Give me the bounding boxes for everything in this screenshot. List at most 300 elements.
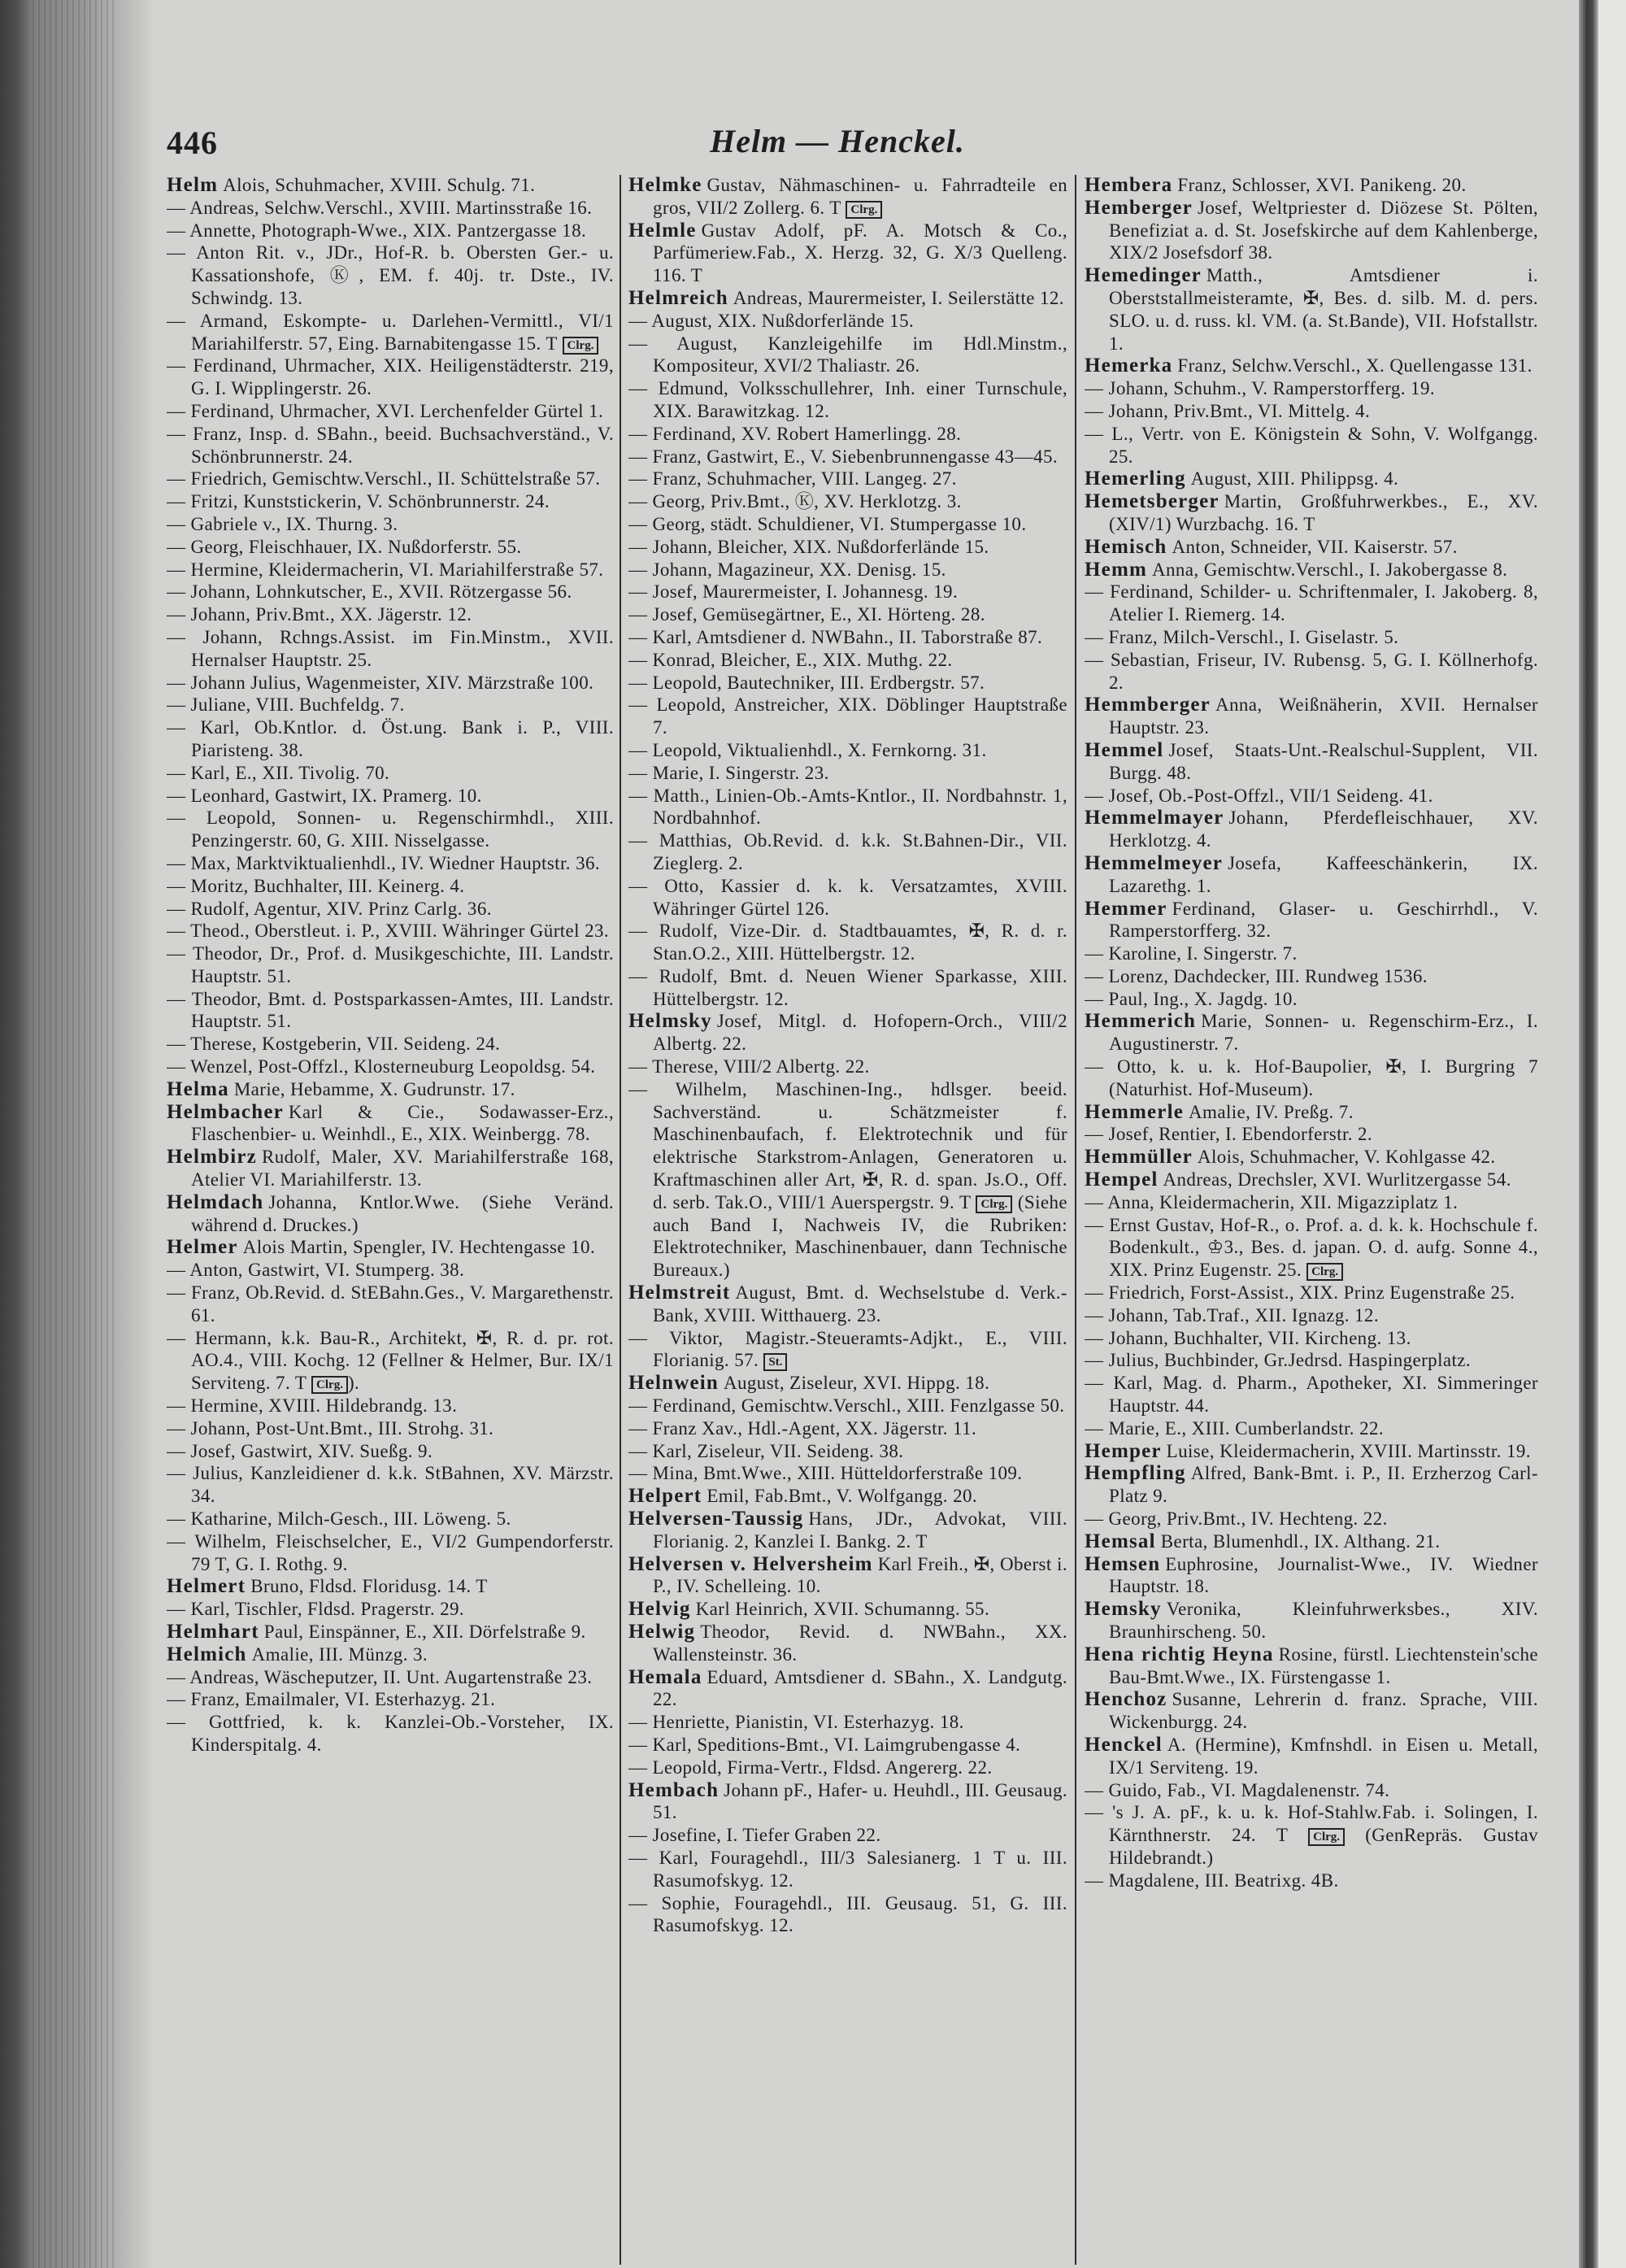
surname-heading: Hemmelmeyer	[1085, 851, 1224, 874]
directory-entry	[1085, 694, 1538, 739]
surname-heading: Helmle	[628, 219, 697, 242]
surname-heading: Helwig	[628, 1621, 696, 1643]
directory-entry	[167, 1643, 614, 1666]
directory-entry	[1085, 355, 1538, 377]
entry-text: Rosine, fürstl. Liechtenstein'sche Bau-Bmt.Wwe., IX. Fürstengasse 1.	[1109, 1643, 1538, 1687]
directory-entry	[1085, 423, 1538, 468]
entry-text: — Karl, Speditions-Bmt., VI. Laimgrubengasse 4.	[628, 1734, 1021, 1755]
directory-entry	[167, 920, 614, 942]
entry-text: Amalie, IV. Preßg. 7.	[1189, 1101, 1354, 1122]
surname-heading: Hemmerich	[1085, 1010, 1197, 1033]
directory-entry	[1085, 1779, 1538, 1802]
directory-entry	[167, 875, 614, 898]
directory-entry	[167, 400, 614, 423]
entry-text: Matth., Amtsdiener i. Oberststallmeisteramte, ✠, Bes. d. silb. M. d. pers. SLO. u. d. russ. kl. VM. (a. St.Bande), VII. Hofstallstr. 1.	[1109, 265, 1538, 354]
entry-text: Alois, Schuhmacher, V. Kohlgasse 42.	[1197, 1147, 1496, 1168]
entry-text: — Mina, Bmt.Wwe., XIII. Hütteldorferstraße 109.	[628, 1463, 1023, 1484]
registry-badge: Clrg.	[976, 1195, 1012, 1213]
directory-entry	[628, 1462, 1067, 1485]
directory-entry	[167, 1191, 614, 1237]
entry-text: — Anna, Kleidermacherin, XII. Migazziplatz 1.	[1085, 1191, 1459, 1212]
directory-entry	[167, 581, 614, 603]
directory-column-2	[628, 174, 1067, 2268]
book-gutter	[0, 0, 154, 2268]
entry-text: — Otto, k. u. k. Hof-Baupolier, ✠, I. Burgring 7 (Naturhist. Hof-Museum).	[1085, 1056, 1538, 1099]
directory-entry	[167, 197, 614, 220]
directory-entry	[1085, 1010, 1538, 1056]
surname-heading: Helmbacher	[167, 1100, 284, 1123]
entry-text: — Ferdinand, Gemischtw.Verschl., XIII. Fenzlgasse 50.	[628, 1395, 1065, 1417]
entry-text: — Georg, städt. Schuldiener, VI. Stumpergasse 10.	[628, 513, 1027, 534]
entry-text: Andreas, Drechsler, XVI. Wurlitzergasse 54.	[1163, 1169, 1511, 1191]
directory-entry	[167, 355, 614, 400]
directory-entry	[1085, 1349, 1538, 1372]
entry-text: — Leonhard, Gastwirt, IX. Pramerg. 10.	[167, 785, 482, 806]
entry-text: — Theod., Oberstleut. i. P., XVIII. Währinger Gürtel 23.	[167, 921, 610, 942]
entry-text: — Johann Julius, Wagenmeister, XIV. Märzstraße 100.	[167, 672, 594, 693]
entry-text: — Rudolf, Vize-Dir. d. Stadtbauamtes, ✠, R. d. r. Stan.O.2., XIII. Hüttelbergstr. 12.	[628, 921, 1067, 964]
entry-text: Luise, Kleidermacherin, XVIII. Martinsstr. 19.	[1166, 1440, 1531, 1461]
directory-entry	[167, 785, 614, 808]
registry-badge: Clrg.	[1308, 1828, 1345, 1846]
entry-text: Johanna, Kntlor.Wwe. (Siehe Veränd. während d. Druckes.)	[191, 1191, 614, 1235]
directory-entry	[628, 1553, 1067, 1599]
entry-text: — Guido, Fab., VI. Magdalenenstr. 74.	[1085, 1779, 1390, 1800]
directory-entry	[1085, 1801, 1538, 1869]
directory-entry	[167, 672, 614, 694]
directory-entry	[628, 287, 1067, 310]
directory-entry	[628, 672, 1067, 694]
directory-entry	[628, 377, 1067, 423]
entry-text: — Karl, Ziseleur, VII. Seideng. 38.	[628, 1440, 904, 1461]
directory-entry	[628, 965, 1067, 1011]
directory-entry	[167, 513, 614, 536]
directory-entry	[1085, 1101, 1538, 1124]
directory-entry	[1085, 1870, 1538, 1892]
directory-entry	[628, 310, 1067, 333]
entry-text: Amalie, III. Münzg. 3.	[251, 1643, 428, 1665]
directory-entry	[1085, 581, 1538, 626]
entry-text: — Franz, Gastwirt, E., V. Siebenbrunnengasse 43—45.	[628, 446, 1059, 467]
entry-text: — Wilhelm, Fleischselcher, E., VI/2 Gumpendorferstr. 79 T, G. I. Rothg. 9.	[167, 1530, 614, 1574]
directory-entry	[628, 626, 1067, 649]
surname-heading: Henckel	[1085, 1733, 1163, 1756]
entry-text: — Henriette, Pianistin, VI. Esterhazyg. 18.	[628, 1712, 964, 1733]
entry-text: — Josef, Ob.-Post-Offzl., VII/1 Seideng. 41.	[1085, 785, 1433, 806]
directory-entry	[628, 559, 1067, 581]
surname-heading: Helmke	[628, 174, 702, 196]
directory-entry	[167, 1146, 614, 1191]
entry-text: — Magdalene, III. Beatrixg. 4B.	[1085, 1870, 1339, 1891]
entry-text: — Andreas, Selchw.Verschl., XVIII. Martinsstraße 16.	[167, 197, 593, 218]
directory-entry	[628, 581, 1067, 603]
directory-entry	[628, 829, 1067, 875]
entry-text: — Therese, Kostgeberin, VII. Seideng. 24.	[167, 1034, 501, 1055]
directory-entry	[167, 242, 614, 309]
directory-entry	[167, 898, 614, 921]
entry-text: Alois Martin, Spengler, IV. Hechtengasse 10.	[242, 1237, 596, 1258]
entry-text: Josefa, Kaffeeschänkerin, IX. Lazarethg. 1.	[1109, 852, 1538, 896]
surname-heading: Helmer	[167, 1236, 238, 1259]
directory-entry	[628, 1824, 1067, 1847]
surname-heading: Helmsky	[628, 1010, 712, 1033]
entry-text: Eduard, Amtsdiener d. SBahn., X. Landgutg. 22.	[653, 1666, 1067, 1710]
entry-text: — Julius, Kanzleidiener d. k.k. StBahnen, XV. Märzstr. 34.	[167, 1463, 614, 1507]
entry-text: — Georg, Priv.Bmt., Ⓚ, XV. Herklotzg. 3.	[628, 491, 962, 512]
entry-text: — Julius, Buchbinder, Gr.Jedrsd. Haspingerplatz.	[1085, 1350, 1472, 1371]
surname-heading: Hena richtig Heyna	[1085, 1643, 1274, 1665]
column-divider	[1075, 175, 1076, 2265]
directory-entry	[167, 1598, 614, 1621]
directory-entry	[1085, 1282, 1538, 1304]
entry-text: — Karl, Tischler, Fldsd. Pragerstr. 29.	[167, 1599, 465, 1620]
entry-text: — Karl, E., XII. Tivolig. 70.	[167, 762, 390, 783]
directory-entry	[1085, 942, 1538, 965]
directory-entry	[167, 603, 614, 626]
directory-entry	[628, 1666, 1067, 1712]
entry-text: Marie, Hebamme, X. Gudrunstr. 17.	[233, 1078, 515, 1099]
surname-heading: Hemedinger	[1085, 264, 1202, 287]
entry-text: Paul, Einspänner, E., XII. Dörfelstraße 9.	[263, 1622, 586, 1642]
entry-text: — Karl, Amtsdiener d. NWBahn., II. Taborstraße 87.	[628, 626, 1043, 647]
surname-heading: Hemper	[1085, 1439, 1162, 1462]
directory-entry	[628, 1440, 1067, 1463]
directory-entry	[167, 694, 614, 716]
entry-text: — August, Kanzleigehilfe im Hdl.Minstm., Kompositeur, XVI/2 Thaliastr. 26.	[628, 333, 1067, 377]
registry-badge: Clrg.	[563, 337, 599, 355]
directory-entry	[628, 446, 1067, 468]
entry-text: — Leopold, Anstreicher, XIX. Döblinger Hauptstraße 7.	[628, 694, 1067, 738]
directory-entry	[628, 1779, 1067, 1825]
directory-entry	[628, 762, 1067, 785]
directory-entry	[1085, 807, 1538, 852]
entry-text: — Theodor, Bmt. d. Postsparkassen-Amtes, III. Landstr. Hauptstr. 51.	[167, 988, 614, 1032]
directory-entry	[628, 603, 1067, 626]
directory-entry	[628, 1734, 1067, 1757]
entry-text: — Karl, Mag. d. Pharm., Apotheker, XI. Simmeringer Hauptstr. 44.	[1085, 1373, 1538, 1417]
directory-entry	[628, 490, 1067, 513]
directory-entry	[167, 988, 614, 1034]
directory-entry	[628, 694, 1067, 739]
directory-entry	[1085, 1508, 1538, 1530]
directory-entry	[167, 490, 614, 513]
entry-text: — Max, Marktviktualienhdl., IV. Wiedner Hauptstr. 36.	[167, 852, 601, 873]
directory-entry	[1085, 1123, 1538, 1146]
entry-text: — Sebastian, Friseur, IV. Rubensg. 5, G. I. Köllnerhofg. 2.	[1085, 649, 1538, 693]
directory-entry	[1085, 174, 1538, 197]
surname-heading: Hemmberger	[1085, 694, 1211, 716]
surname-heading: Hemala	[628, 1665, 702, 1688]
directory-entry	[628, 1847, 1067, 1892]
directory-entry	[1085, 264, 1538, 355]
directory-entry	[1085, 785, 1538, 808]
directory-entry	[628, 536, 1067, 559]
registry-badge: Clrg.	[1306, 1263, 1343, 1281]
entry-text: — August, XIX. Nußdorferlände 15.	[628, 310, 915, 331]
entry-text: — Karl, Fouragehdl., III/3 Salesianerg. 1 T u. III. Rasumofskyg. 12.	[628, 1847, 1067, 1891]
entry-text: — Armand, Eskompte- u. Darlehen-Vermittl., VI/1 Mariahilferstr. 57, Eing. Barnabitengasse 15. T Clrg.	[167, 310, 614, 354]
directory-entry	[1085, 1417, 1538, 1440]
surname-heading: Hemmel	[1085, 738, 1164, 761]
entry-text: — Franz, Schuhmacher, VIII. Langeg. 27.	[628, 468, 957, 490]
entry-text: — Leopold, Bautechniker, III. Erdbergstr. 57.	[628, 672, 985, 693]
entry-text: — Gottfried, k. k. Kanzlei-Ob.-Vorsteher, IX. Kinderspitalg. 4.	[167, 1712, 614, 1755]
directory-entry	[628, 423, 1067, 446]
directory-entry	[1085, 1530, 1538, 1553]
surname-heading: Helmich	[167, 1643, 247, 1665]
directory-entry	[167, 468, 614, 490]
entry-text: — Hermann, k.k. Bau-R., Architekt, ✠, R. d. pr. rot. AO.4., VIII. Kochg. 12 (Fellner & Helmer, Bur. IX/1 Serviteng. 7. T Clrg. ).	[167, 1327, 614, 1394]
entry-text: Marie, Sonnen- u. Regenschirm-Erz., I. Augustinerstr. 7.	[1109, 1011, 1538, 1055]
directory-entry	[167, 220, 614, 242]
directory-entry	[1085, 626, 1538, 649]
entry-text: — Karoline, I. Singerstr. 7.	[1085, 943, 1298, 964]
directory-entry	[1085, 468, 1538, 490]
surname-heading: Henchoz	[1085, 1688, 1167, 1711]
directory-entry	[167, 716, 614, 762]
entry-text: — Andreas, Wäscheputzer, II. Unt. Augartenstraße 23.	[167, 1666, 593, 1687]
entry-text: August, Ziseleur, XVI. Hippg. 18.	[724, 1373, 990, 1394]
directory-entry	[167, 1575, 614, 1598]
directory-column-1	[167, 174, 614, 2268]
directory-entry	[1085, 965, 1538, 988]
directory-entry	[167, 1056, 614, 1078]
entry-text: — Matthias, Ob.Revid. d. k.k. St.Bahnen-Dir., VII. Zieglerg. 2.	[628, 830, 1067, 873]
entry-text: Karl Heinrich, XVII. Schumanng. 55.	[695, 1599, 990, 1620]
directory-entry	[628, 785, 1067, 830]
entry-text: — Johann, Bleicher, XIX. Nußdorferlände 15.	[628, 536, 989, 557]
column-divider	[620, 175, 621, 2265]
entry-text: — Paul, Ing., X. Jagdg. 10.	[1085, 988, 1298, 1009]
directory-entry	[628, 1327, 1067, 1373]
entry-text: — Ernst Gustav, Hof-R., o. Prof. a. d. k. k. Hochschule f. Bodenkult., ♔3., Bes. d. japan. O. d. aufg. Sonne 4., XIX. Prinz Eugenstr. 25. Clrg.	[1085, 1214, 1538, 1281]
entry-text: — Johann, Magazineur, XX. Denisg. 15.	[628, 559, 946, 580]
entry-text: Karl Freih., ✠, Oberst i. P., IV. Schelleing. 10.	[653, 1553, 1067, 1597]
entry-text: Alfred, Bank-Bmt. i. P., II. Erzherzog Carl-Platz 9.	[1109, 1463, 1538, 1507]
surname-heading: Hemberger	[1085, 196, 1193, 219]
directory-entry	[167, 942, 614, 988]
directory-entry	[167, 559, 614, 581]
entry-text: — Johann, Priv.Bmt., VI. Mittelg. 4.	[1085, 400, 1371, 421]
directory-entry	[1085, 377, 1538, 400]
entry-text: — Leopold, Sonnen- u. Regenschirmhdl., XIII. Penzingerstr. 60, G. XIII. Nisselgasse.	[167, 808, 614, 851]
entry-text: Bruno, Fldsd. Floridusg. 14. T	[250, 1576, 488, 1597]
surname-heading: Hemmelmayer	[1085, 807, 1224, 829]
entry-text: Alois, Schuhmacher, XVIII. Schulg. 71.	[223, 175, 536, 195]
directory-entry	[628, 649, 1067, 672]
directory-entry	[1085, 1214, 1538, 1282]
directory-entry	[628, 1485, 1067, 1508]
entry-text: — Ferdinand, Uhrmacher, XVI. Lerchenfelder Gürtel 1.	[167, 400, 604, 421]
directory-entry	[167, 807, 614, 852]
directory-entry	[628, 875, 1067, 921]
entry-text: — Marie, I. Singerstr. 23.	[628, 762, 829, 783]
entry-text: — Franz, Emailmaler, VI. Esterhazyg. 21.	[167, 1689, 496, 1710]
entry-text: Johann pF., Hafer- u. Heuhdl., III. Geusaug. 51.	[653, 1779, 1067, 1823]
entry-text: — Marie, E., XIII. Cumberlandstr. 22.	[1085, 1417, 1385, 1439]
entry-text: Hans, JDr., Advokat, VIII. Florianig. 2, Kanzlei I. Bankg. 2. T	[653, 1508, 1067, 1552]
directory-entry	[628, 220, 1067, 287]
directory-entry	[628, 920, 1067, 965]
entry-text: — Otto, Kassier d. k. k. Versatzamtes, XVIII. Währinger Gürtel 126.	[628, 875, 1067, 919]
entry-text: Karl & Cie., Sodawasser-Erz., Flaschenbier- u. Weinhdl., E., XIX. Weinbergg. 78.	[191, 1101, 614, 1145]
directory-entry	[1085, 1146, 1538, 1169]
entry-text: — Theodor, Dr., Prof. d. Musikgeschichte, III. Landstr. Hauptstr. 51.	[167, 943, 614, 986]
directory-entry	[628, 1282, 1067, 1327]
surname-heading: Helvig	[628, 1598, 691, 1621]
surname-heading: Hemisch	[1085, 535, 1167, 558]
directory-entry	[628, 1598, 1067, 1621]
surname-heading: Hempel	[1085, 1169, 1159, 1191]
entry-text: Andreas, Maurermeister, I. Seilerstätte 12.	[733, 287, 1064, 308]
entry-text: Anna, Gemischtw.Verschl., I. Jakobergasse 8.	[1152, 559, 1508, 580]
directory-entry	[167, 1711, 614, 1757]
registry-badge: St.	[763, 1353, 787, 1371]
directory-entry	[167, 1530, 614, 1576]
surname-heading: Hemerling	[1085, 468, 1186, 490]
directory-entry	[1085, 536, 1538, 559]
entry-text: — Karl, Ob.Kntlor. d. Öst.ung. Bank i. P., VIII. Piaristeng. 38.	[167, 717, 614, 760]
entry-text: — Josef, Gemüsegärtner, E., XI. Hörteng. 28.	[628, 604, 985, 625]
surname-heading: Helm	[167, 174, 219, 196]
surname-heading: Helmstreit	[628, 1282, 731, 1304]
surname-heading: Hemmüller	[1085, 1146, 1193, 1169]
registry-badge: Clrg.	[846, 201, 882, 219]
directory-entry	[167, 1101, 614, 1147]
directory-entry	[628, 174, 1067, 220]
directory-entry	[1085, 1056, 1538, 1101]
directory-entry	[628, 1711, 1067, 1734]
surname-heading: Helversen v. Helversheim	[628, 1552, 873, 1575]
entry-text: — Leopold, Firma-Vertr., Fldsd. Angererg. 22.	[628, 1757, 993, 1778]
directory-entry	[167, 1282, 614, 1327]
entry-text: Johann, Pferdefleischhauer, XV. Herklotzg. 4.	[1109, 808, 1538, 851]
surname-heading: Helmdach	[167, 1191, 264, 1213]
entry-text: — Josefine, I. Tiefer Graben 22.	[628, 1825, 881, 1846]
directory-entry	[167, 762, 614, 785]
entry-text: — Wenzel, Post-Offzl., Klosterneuburg Leopoldsg. 54.	[167, 1056, 596, 1077]
entry-text: — Konrad, Bleicher, E., XIX. Muthg. 22.	[628, 649, 953, 670]
directory-entry	[167, 1621, 614, 1643]
directory-entry	[167, 1236, 614, 1259]
entry-text: — Katharine, Milch-Gesch., III. Löweng. 5.	[167, 1508, 511, 1530]
directory-entry	[167, 852, 614, 875]
entry-text: Rudolf, Maler, XV. Mariahilferstraße 168, Atelier VI. Mariahilferstr. 13.	[191, 1147, 614, 1191]
directory-entry	[1085, 1440, 1538, 1463]
entry-text: August, XIII. Philippsg. 4.	[1190, 468, 1399, 490]
page-title: Helm — Henckel.	[710, 123, 965, 159]
directory-entry	[628, 513, 1067, 536]
entry-text: — Gabriele v., IX. Thurng. 3.	[167, 513, 398, 534]
entry-text: Josef, Weltpriester d. Diözese St. Pölten, Benefiziat a. d. St. Josefskirche auf dem Kahlenberge, XIX/2 Josefsdorf 38.	[1109, 197, 1538, 263]
directory-entry	[167, 1259, 614, 1282]
entry-text: — Georg, Priv.Bmt., IV. Hechteng. 22.	[1085, 1508, 1388, 1530]
directory-entry	[628, 1621, 1067, 1666]
directory-entry	[1085, 1372, 1538, 1417]
entry-text: — Josef, Rentier, I. Ebendorferstr. 2.	[1085, 1124, 1373, 1145]
directory-entry	[1085, 1688, 1538, 1734]
entry-text: — Franz Xav., Hdl.-Agent, XX. Jägerstr. 11.	[628, 1417, 977, 1439]
entry-text: — Franz, Ob.Revid. d. StEBahn.Ges., V. Margarethenstr. 61.	[167, 1282, 614, 1326]
directory-entry	[1085, 649, 1538, 694]
entry-text: — Franz, Insp. d. SBahn., beeid. Buchsachverständ., V. Schönbrunnerstr. 24.	[167, 423, 614, 467]
entry-text: — 's J. A. pF., k. u. k. Hof-Stahlw.Fab. i. Solingen, I. Kärnthnerstr. 24. T Clrg. (GenRepräs. Gustav Hildebrandt.)	[1085, 1802, 1538, 1868]
surname-heading: Hemsen	[1085, 1552, 1161, 1575]
directory-entry	[1085, 898, 1538, 943]
directory-entry	[1085, 1462, 1538, 1508]
entry-text: Ferdinand, Glaser- u. Geschirrhdl., V. Ramperstorfferg. 32.	[1109, 898, 1538, 942]
surname-heading: Helnwein	[628, 1372, 719, 1395]
entry-text: — Hermine, XVIII. Hildebrandg. 13.	[167, 1395, 458, 1417]
page-edge	[1579, 0, 1598, 2268]
surname-heading: Hembach	[628, 1778, 720, 1801]
entry-text: Anton, Schneider, VII. Kaiserstr. 57.	[1172, 536, 1458, 557]
directory-entry	[167, 1327, 614, 1395]
surname-heading: Hemmer	[1085, 897, 1167, 920]
entry-text: Susanne, Lehrerin d. franz. Sprache, VIII. Wickenburgg. 24.	[1109, 1689, 1538, 1733]
directory-entry	[1085, 490, 1538, 536]
directory-entry	[167, 1440, 614, 1463]
entry-text: A. (Hermine), Kmfnshdl. in Eisen u. Metall, IX/1 Serviteng. 19.	[1109, 1734, 1538, 1778]
entry-text: — Matth., Linien-Ob.-Amts-Kntlor., II. Nordbahnstr. 1, Nordbahnhof.	[628, 785, 1067, 829]
entry-text: — Ferdinand, XV. Robert Hamerlingg. 28.	[628, 423, 962, 444]
entry-text: — Johann, Tab.Traf., XII. Ignazg. 12.	[1085, 1304, 1379, 1326]
entry-text: — Anton Rit. v., JDr., Hof-R. b. Obersten Ger.- u. Kassationshofe, Ⓚ, EM. f. 40j. tr. Dste., IV. Schwindg. 13.	[167, 242, 614, 308]
registry-badge: Clrg.	[311, 1376, 348, 1394]
directory-entry	[628, 1417, 1067, 1440]
page-number: 446	[167, 124, 218, 161]
directory-entry	[1085, 559, 1538, 581]
surname-heading: Hemetsberger	[1085, 490, 1220, 513]
directory-entry	[628, 1892, 1067, 1938]
directory-entry	[1085, 197, 1538, 264]
entry-text: Euphrosine, Journalist-Wwe., IV. Wiedner Hauptstr. 18.	[1109, 1553, 1538, 1597]
surname-heading: Helmert	[167, 1575, 246, 1598]
entry-text: — Anton, Gastwirt, VI. Stumperg. 38.	[167, 1260, 465, 1281]
directory-entry	[167, 536, 614, 559]
entry-text: Berta, Blumenhdl., IX. Althang. 21.	[1160, 1530, 1441, 1552]
surname-heading: Hempfling	[1085, 1462, 1186, 1485]
entry-text: — Friedrich, Forst-Assist., XIX. Prinz Eugenstraße 25.	[1085, 1282, 1515, 1304]
entry-text: — Josef, Maurermeister, I. Johannesg. 19.	[628, 581, 959, 603]
directory-entry	[1085, 739, 1538, 785]
directory-entry	[1085, 1553, 1538, 1599]
entry-text: — Franz, Milch-Verschl., I. Giselastr. 5.	[1085, 626, 1399, 647]
surname-heading: Helversen-Taussig	[628, 1508, 804, 1530]
entry-text: — Johann, Schuhm., V. Ramperstorfferg. 19.	[1085, 378, 1435, 399]
directory-entry	[167, 1395, 614, 1417]
entry-text: Veronika, Kleinfuhrwerksbes., XIV. Braunhirscheng. 50.	[1109, 1599, 1538, 1642]
directory-entry	[628, 1372, 1067, 1395]
entry-text: Martin, Großfuhrwerkbes., E., XV. (XIV/1) Wurzbachg. 16. T	[1109, 491, 1538, 534]
directory-entry	[167, 174, 614, 197]
surname-heading: Hemmerle	[1085, 1100, 1185, 1123]
entry-text: Emil, Fab.Bmt., V. Wolfgangg. 20.	[706, 1486, 978, 1507]
entry-text: Josef, Mitgl. d. Hofopern-Orch., VIII/2 Albertg. 22.	[653, 1011, 1067, 1055]
directory-entry	[1085, 1734, 1538, 1779]
surname-heading: Hemsal	[1085, 1530, 1156, 1552]
entry-text: — Ferdinand, Schilder- u. Schriftenmaler, I. Jakoberg. 8, Atelier I. Riemerg. 14.	[1085, 581, 1538, 625]
directory-entry	[1085, 988, 1538, 1011]
entry-text: — Rudolf, Agentur, XIV. Prinz Carlg. 36.	[167, 898, 492, 919]
entry-text: — Edmund, Volksschullehrer, Inh. einer Turnschule, XIX. Barawitzkag. 12.	[628, 378, 1067, 421]
entry-text: — Juliane, VIII. Buchfeldg. 7.	[167, 694, 405, 716]
entry-text: Anna, Weißnäherin, XVII. Hernalser Hauptstr. 23.	[1109, 694, 1538, 738]
directory-entry	[628, 1395, 1067, 1417]
directory-entry	[628, 333, 1067, 378]
directory-entry	[628, 1078, 1067, 1282]
directory-entry	[167, 1033, 614, 1056]
